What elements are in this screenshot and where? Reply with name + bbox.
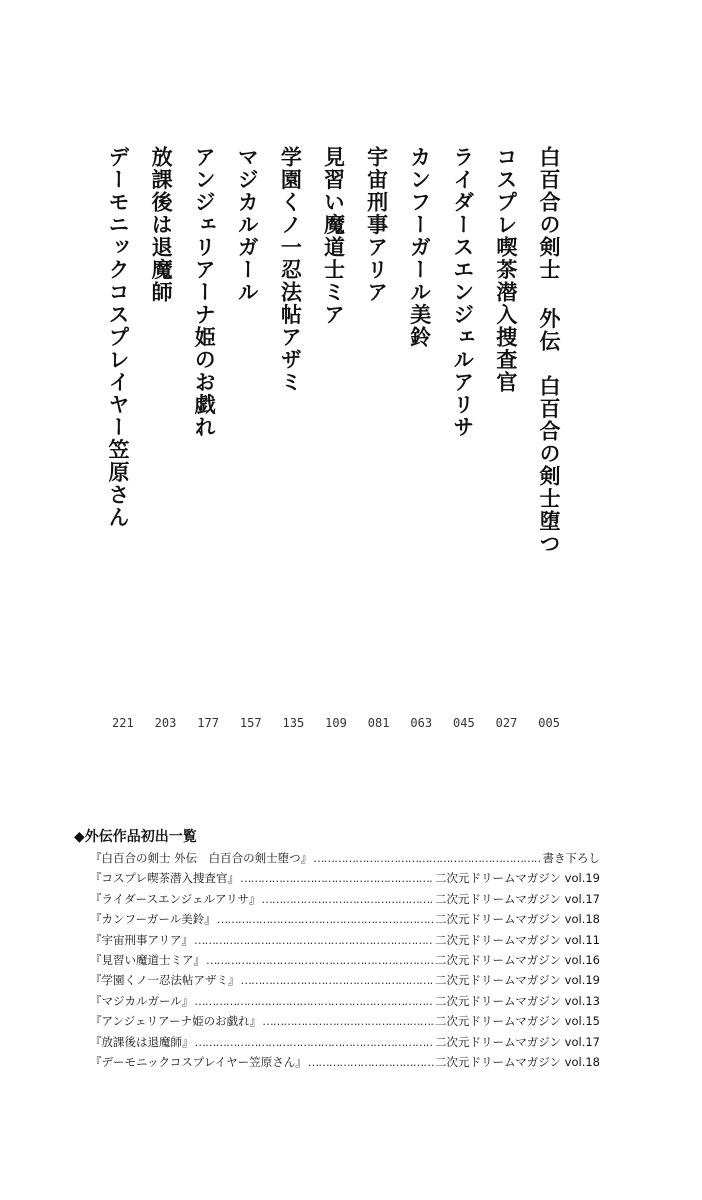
credit-row — [90, 993, 600, 1013]
table-of-contents — [106, 146, 562, 555]
page-number: 221 — [112, 716, 134, 730]
credit-source: 二次元ドリームマガジン vol.15 — [435, 1014, 600, 1029]
page-number: 109 — [325, 716, 347, 730]
credit-row — [90, 972, 600, 992]
dot-leader — [241, 973, 435, 987]
dot-leader — [308, 1055, 434, 1069]
credit-row — [90, 891, 600, 911]
credit-source: 二次元ドリームマガジン vol.18 — [435, 912, 600, 927]
toc-title: 学園くノ一忍法帖アザミ — [278, 146, 304, 394]
page-numbers — [112, 716, 560, 730]
credit-title: 『コスプレ喫茶潜入捜査官』 — [90, 871, 240, 886]
credit-row — [90, 1013, 600, 1033]
credit-source: 二次元ドリームマガジン vol.17 — [435, 1034, 600, 1049]
credit-title: 『マジカルガール』 — [90, 993, 194, 1008]
credits-heading: ◆外伝作品初出一覧 — [74, 829, 197, 845]
page-number: 135 — [282, 716, 305, 730]
dot-leader — [313, 851, 541, 865]
credit-title: 『放課後は退魔師』 — [90, 1034, 194, 1049]
credit-source: 二次元ドリームマガジン vol.17 — [435, 891, 600, 906]
dot-leader — [206, 953, 434, 967]
dot-leader — [194, 933, 434, 947]
page-number: 081 — [367, 716, 390, 730]
credit-title: 『アンジェリアーナ姫のお戯れ』 — [90, 1014, 262, 1029]
page-number: 063 — [410, 716, 433, 730]
credit-source: 二次元ドリームマガジン vol.16 — [435, 952, 600, 967]
toc-title: カンフーガール美鈴 — [407, 146, 433, 349]
page-number: 045 — [453, 716, 475, 730]
credit-title: 『宇宙刑事アリア』 — [90, 932, 194, 947]
credit-row — [90, 911, 600, 931]
toc-title: マジカルガール — [235, 146, 261, 304]
toc-title: アンジェリアーナ姫のお戯れ — [192, 146, 218, 439]
credit-source: 二次元ドリームマガジン vol.18 — [435, 1054, 600, 1069]
credit-source: 書き下ろし — [542, 851, 600, 865]
toc-title: コスプレ喫茶潜入捜査官 — [493, 146, 519, 394]
credit-title: 『見習い魔道士ミア』 — [90, 952, 205, 967]
page-number: 203 — [154, 716, 177, 730]
page-number: 027 — [495, 716, 518, 730]
credit-title: 『カンフーガール美鈴』 — [90, 912, 216, 927]
credit-source: 二次元ドリームマガジン vol.13 — [435, 993, 600, 1008]
credit-row — [90, 1034, 600, 1054]
publication-credits — [74, 826, 614, 1074]
credit-row — [90, 870, 600, 890]
credit-row — [90, 1054, 600, 1074]
toc-title: デーモニックコスプレイヤー笠原さん — [106, 146, 131, 529]
credit-row — [90, 952, 600, 972]
dot-leader — [195, 1035, 435, 1049]
dot-leader — [261, 892, 434, 906]
page-number: 005 — [538, 716, 560, 730]
credit-source: 二次元ドリームマガジン vol.19 — [435, 871, 600, 886]
toc-title: 見習い魔道士ミア — [321, 146, 347, 326]
page-number: 157 — [239, 716, 262, 730]
page-number: 177 — [197, 716, 219, 730]
credit-title: 『デーモニックコスプレイヤー笠原さん』 — [90, 1054, 307, 1069]
credit-title: 『学園くノ一忍法帖アザミ』 — [90, 973, 240, 988]
credit-row — [90, 932, 600, 952]
credit-row — [90, 850, 600, 870]
dot-leader — [194, 994, 434, 1008]
toc-title: 白百合の剣士 外伝 白百合の剣士堕つ — [536, 146, 562, 555]
credit-title: 『白百合の剣士 外伝 白百合の剣士堕つ』 — [90, 851, 313, 865]
toc-title: 宇宙刑事アリア — [364, 146, 390, 304]
credit-source: 二次元ドリームマガジン vol.19 — [435, 973, 600, 988]
toc-title: 放課後は退魔師 — [149, 146, 175, 304]
toc-title: ライダースエンジェルアリサ — [450, 146, 476, 439]
credit-title: 『ライダースエンジェルアリサ』 — [90, 891, 261, 906]
credit-source: 二次元ドリームマガジン vol.11 — [435, 932, 600, 947]
dot-leader — [217, 912, 434, 926]
dot-leader — [240, 871, 434, 885]
dot-leader — [262, 1014, 434, 1028]
